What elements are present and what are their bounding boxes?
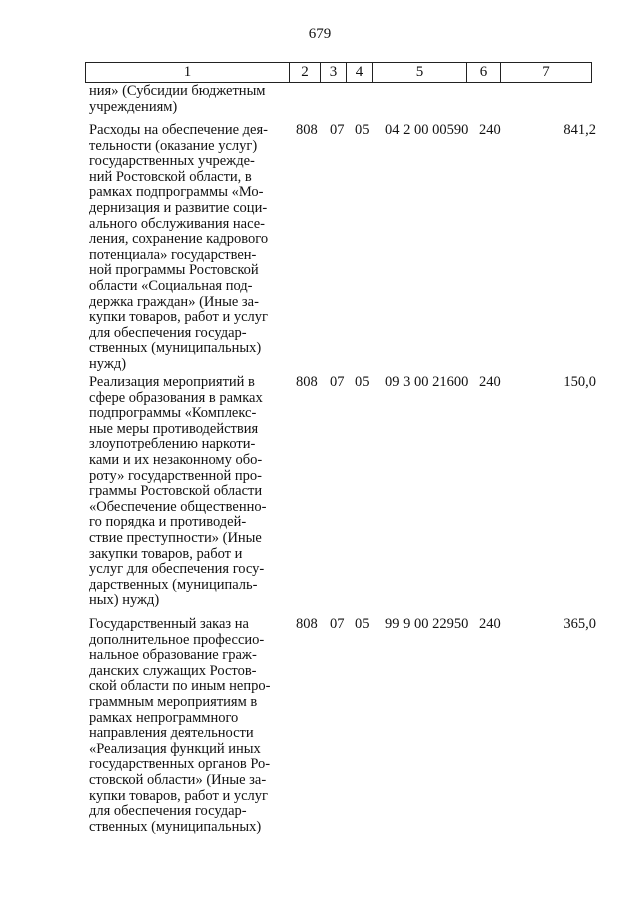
- cell-expense-type: 240: [479, 122, 501, 138]
- header-col-6: 6: [467, 63, 501, 83]
- description-line: ной программы Ростовской: [89, 262, 259, 279]
- description-line: ствие преступности» (Иные: [89, 529, 262, 546]
- description-line: нужд): [89, 355, 127, 372]
- description-line: закупки товаров, работ и: [89, 545, 243, 562]
- description-line: держка граждан» (Иные за-: [89, 293, 259, 310]
- row-description: [89, 84, 285, 115]
- row-description: [89, 617, 285, 835]
- header-col-3: 3: [321, 63, 347, 83]
- cell-subsection: 05: [355, 616, 370, 632]
- page-number: 679: [308, 26, 332, 42]
- cell-subsection: 05: [355, 374, 370, 390]
- header-col-5: 5: [373, 63, 467, 83]
- description-line: рамках непрограммного: [89, 709, 239, 726]
- description-line: стовской области» (Иные за-: [89, 771, 267, 788]
- description-line: дернизация и развитие соци-: [89, 199, 268, 216]
- description-line: «Реализация функций иных: [89, 740, 261, 757]
- description-line: направления деятельности: [89, 725, 254, 742]
- row-description: [89, 123, 285, 373]
- description-line: «Обеспечение общественно-: [89, 498, 267, 515]
- description-line: ные меры противодействия: [89, 420, 259, 437]
- description-line: ской области по иным непро-: [89, 678, 271, 695]
- description-line: ками и их незаконному обо-: [89, 451, 263, 468]
- description-line: государственных органов Ро-: [89, 756, 271, 773]
- header-col-4: 4: [347, 63, 373, 83]
- description-line: данских служащих Ростов-: [89, 662, 257, 679]
- description-line: государственных учрежде-: [89, 153, 255, 170]
- description-line: ний Ростовской области, в: [89, 168, 252, 185]
- description-line: учреждениям): [89, 98, 178, 115]
- description-line: Реализация мероприятий в: [89, 374, 255, 390]
- cell-ministry-code: 808: [296, 616, 318, 632]
- description-line: рамках подпрограммы «Мо-: [89, 184, 264, 201]
- description-line: купки товаров, работ и услуг: [89, 309, 268, 326]
- header-col-2: 2: [290, 63, 321, 83]
- description-line: ального обслуживания насе-: [89, 215, 265, 232]
- description-line: для обеспечения государ-: [89, 324, 247, 341]
- cell-amount: 365,0: [563, 616, 596, 632]
- description-line: го порядка и противодей-: [89, 514, 247, 531]
- description-line: подпрограммы «Комплекс-: [89, 405, 257, 422]
- description-line: ления, сохранение кадрового: [89, 231, 269, 248]
- description-line: ных) нужд): [89, 592, 160, 609]
- cell-section: 07: [330, 122, 345, 138]
- description-line: купки товаров, работ и услуг: [89, 787, 268, 804]
- cell-target-article: 09 3 00 21600: [385, 374, 469, 390]
- cell-ministry-code: 808: [296, 122, 318, 138]
- cell-amount: 150,0: [563, 374, 596, 390]
- description-line: для обеспечения государ-: [89, 803, 247, 820]
- description-line: ственных (муниципальных): [89, 818, 262, 835]
- table-header: [85, 62, 592, 83]
- cell-target-article: 04 2 00 00590: [385, 122, 469, 138]
- cell-amount: 841,2: [563, 122, 596, 138]
- description-line: тельности (оказание услуг): [89, 137, 258, 154]
- cell-subsection: 05: [355, 122, 370, 138]
- cell-section: 07: [330, 616, 345, 632]
- cell-section: 07: [330, 374, 345, 390]
- description-line: услуг для обеспечения госу-: [89, 561, 265, 578]
- description-line: ния» (Субсидии бюджетным: [89, 83, 266, 99]
- description-line: роту» государственной про-: [89, 467, 262, 484]
- header-col-7: 7: [501, 63, 592, 83]
- description-line: Государственный заказ на: [89, 616, 249, 632]
- description-line: нальное образование граж-: [89, 647, 257, 664]
- row-description: [89, 375, 285, 609]
- cell-ministry-code: 808: [296, 374, 318, 390]
- description-line: злоупотреблению наркоти-: [89, 436, 256, 453]
- description-line: области «Социальная под-: [89, 277, 253, 294]
- description-line: граммным мероприятиям в: [89, 693, 258, 710]
- description-line: сфере образования в рамках: [89, 389, 263, 406]
- description-line: потенциала» государствен-: [89, 246, 257, 263]
- description-line: ственных (муниципальных): [89, 340, 262, 357]
- cell-expense-type: 240: [479, 374, 501, 390]
- header-col-1: 1: [86, 63, 290, 83]
- description-line: Расходы на обеспечение дея-: [89, 122, 268, 138]
- cell-target-article: 99 9 00 22950: [385, 616, 469, 632]
- description-line: граммы Ростовской области: [89, 483, 263, 500]
- description-line: дополнительное профессио-: [89, 631, 265, 648]
- description-line: дарственных (муниципаль-: [89, 576, 258, 593]
- cell-expense-type: 240: [479, 616, 501, 632]
